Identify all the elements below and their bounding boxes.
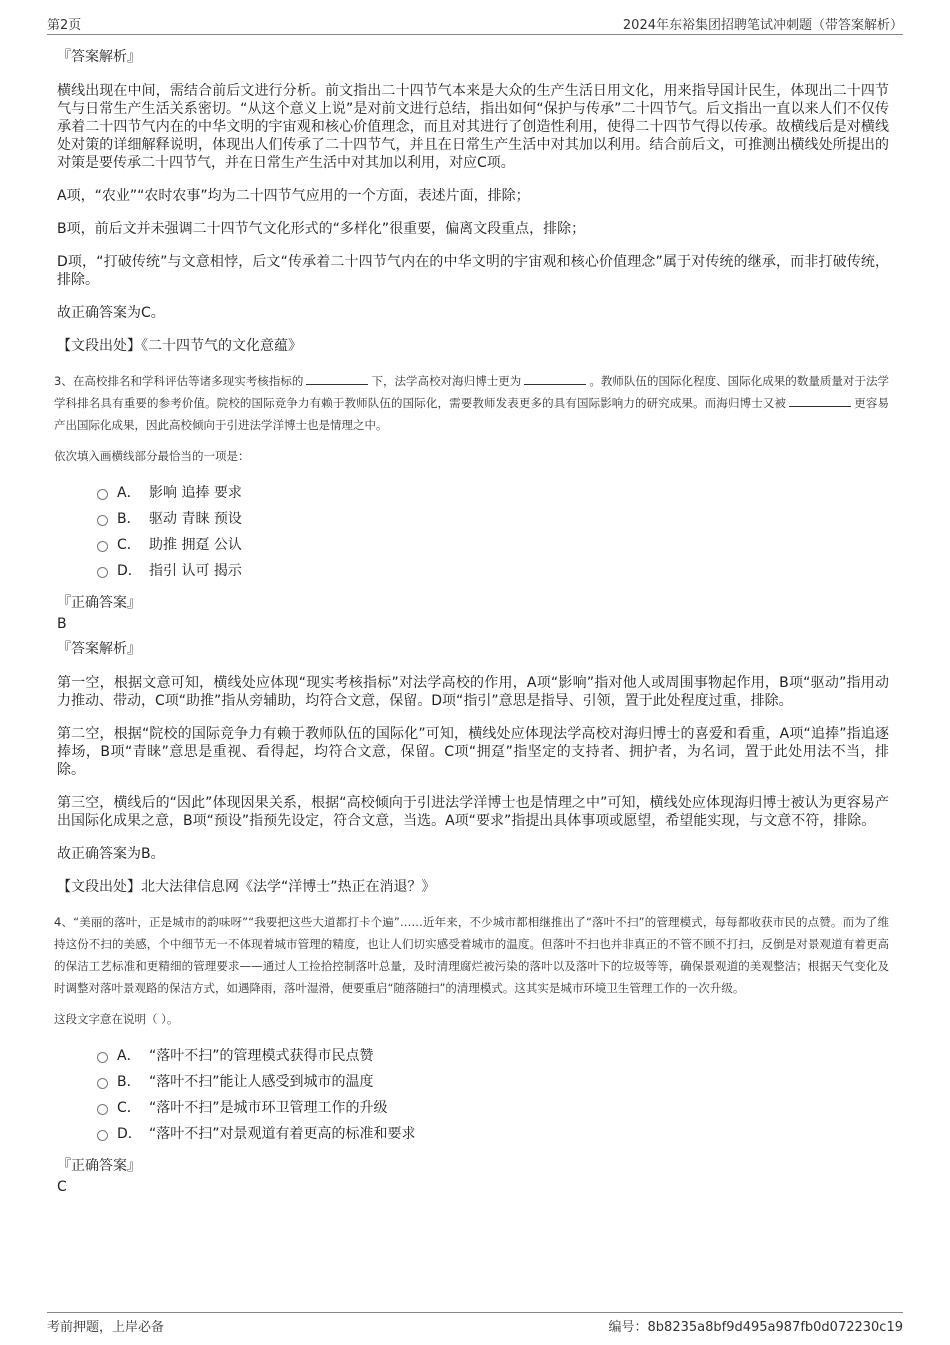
analysis-paragraph: A项，“农业”“农时农事”均为二十四节气应用的一个方面，表述片面，排除； <box>57 188 530 204</box>
analysis-paragraph: D项，“打破传统”与文意相悖，后文“传承着二十四节气内在的中华文明的宇宙观和核心价值理念”属于对传统的继承，而非打破传统，排除。 <box>57 254 889 288</box>
correct-answer-label: 『正确答案』 <box>57 1158 141 1174</box>
source-citation: 【文段出处】北大法律信息网《法学“洋博士”热正在消退？》 <box>57 879 436 895</box>
correct-answer-label: 『正确答案』 <box>57 595 141 611</box>
option-c[interactable]: C． 助推 拥趸 公认 <box>97 532 889 558</box>
analysis-paragraph: 第三空，横线后的“因此”体现因果关系，根据“高校倾向于引进法学洋博士也是情理之中”可知，横线处应体现海归博士被认为更容易产出国际化成果之意，B项“预设”指预先设定，符合文意，当选。A项“要求”指提出具体事项或愿望，希望能实现，与文意不符，排除。 <box>57 795 889 829</box>
correct-answer: B <box>57 616 67 632</box>
radio-icon[interactable] <box>97 1104 108 1115</box>
radio-icon[interactable] <box>97 567 108 578</box>
footer-slogan: 考前押题，上岸必备 <box>47 1320 165 1335</box>
page-footer <box>47 1312 903 1335</box>
document-title: 2024年东裕集团招聘笔试冲刺题（带答案解析） <box>622 18 903 33</box>
answer-conclusion: 故正确答案为C。 <box>57 305 165 321</box>
fill-blank <box>524 372 586 385</box>
analysis-paragraph: 第一空，根据文意可知，横线处应体现“现实考核指标”对法学高校的作用，A项“影响”指对他人或周围事物起作用，B项“驱动”指用动力推动、带动，C项“助推”指从旁辅助，均符合文意，保留。D项“指引”意思是指导、引领，置于此处程度过重，排除。 <box>57 675 889 709</box>
analysis-label: 『答案解析』 <box>57 49 141 65</box>
radio-icon[interactable] <box>97 1052 108 1063</box>
option-a[interactable]: A． 影响 追捧 要求 <box>97 480 889 506</box>
analysis-paragraph: 第二空，根据“院校的国际竞争力有赖于教师队伍的国际化”可知，横线处应体现法学高校对海归博士的喜爱和看重，A项“追捧”指追逐捧场，B项“青睐”意思是重视、看得起，均符合文意，保留。C项“拥趸”指坚定的支持者、拥护者，为名词，置于此处用法不当，排除。 <box>57 726 889 778</box>
option-b[interactable]: B． “落叶不扫”能让人感受到城市的温度 <box>97 1069 889 1095</box>
answer-conclusion: 故正确答案为B。 <box>57 846 165 862</box>
question-prompt: 这段文字意在说明（ ）。 <box>54 1012 179 1026</box>
page-number: 第2页 <box>47 18 82 33</box>
question-prompt: 依次填入画横线部分最恰当的一项是： <box>54 449 250 463</box>
radio-icon[interactable] <box>97 515 108 526</box>
option-b[interactable]: B． 驱动 青睐 预设 <box>97 506 889 532</box>
radio-icon[interactable] <box>97 1078 108 1089</box>
option-d[interactable]: D． “落叶不扫”对景观道有着更高的标准和要求 <box>97 1121 889 1147</box>
correct-answer: C <box>57 1179 67 1195</box>
option-d[interactable]: D． 指引 认可 揭示 <box>97 558 889 584</box>
analysis-label: 『答案解析』 <box>57 641 141 657</box>
question-stem: 4、“美丽的落叶，正是城市的韵味呀”“我要把这些大道都打卡个遍”……近年来，不少城市都相继推出了“落叶不扫”的管理模式，每每都收获市民的点赞。而为了维持这份不扫的美感，个中细节无一不体现着城市管理的精度，也让人们切实感受着城市的温度。但落叶不扫也并非真正的不管不顾不打扫，反倒是对景观道有着更高的保洁工艺标准和更精细的管理要求——通过人工捡拾控制落叶总量，及时清理腐烂被污染的落叶以及落叶下的垃圾等等，确保景观道的美观整洁；根据天气变化及时调整对落叶景观路的保洁方式，如遇降雨，落叶湿滑，便要重启“随落随扫”的清理模式。这其实是城市环境卫生管理工作的一次升级。 <box>54 915 889 995</box>
radio-icon[interactable] <box>97 489 108 500</box>
analysis-paragraph: B项，前后文并未强调二十四节气文化形式的“多样化”很重要，偏离文段重点，排除； <box>57 221 586 237</box>
options-list <box>97 480 889 584</box>
options-list <box>97 1043 889 1147</box>
option-c[interactable]: C． “落叶不扫”是城市环卫管理工作的升级 <box>97 1095 889 1121</box>
analysis-paragraph: 横线出现在中间，需结合前后文进行分析。前文指出二十四节气本来是大众的生产生活日用文化，用来指导国计民生，体现出二十四节气与日常生产生活关系密切。“从这个意义上说”是对前文进行总结，指出如何“保护与传承”二十四节气。后文指出一直以来人们不仅传承着二十四节气内在的中华文明的宇宙观和核心价值理念，而且对其进行了创造性利用，使得二十四节气得以传承。故横线后是对横线处对策的详细解释说明，体现出人们传承了二十四节气，并且在日常生产生活中对其加以利用。结合前后文，可推测出横线处所提出的对策是要传承二十四节气，并在日常生产生活中对其加以利用，对应C项。 <box>57 83 889 171</box>
page-content <box>54 46 890 1201</box>
option-a[interactable]: A． “落叶不扫”的管理模式获得市民点赞 <box>97 1043 889 1069</box>
question-stem: 3、在高校排名和学科评估等诸多现实考核指标的 下，法学高校对海归博士更为 。教师队伍的国际化程度、国际化成果的数量质量对于法学学科排名具有重要的参考价值。院校的国际竞争力有赖于教师队伍的国际化，需要教师发表更多的具有国际影响力的研究成果。而海归博士又被 更容易产出国际化成果，因此高校倾向于引进法学洋博士也是情理之中。 <box>54 374 890 432</box>
page-header <box>47 12 903 35</box>
fill-blank <box>306 372 368 385</box>
radio-icon[interactable] <box>97 541 108 552</box>
source-citation: 【文段出处】《二十四节气的文化意蕴》 <box>57 338 302 354</box>
radio-icon[interactable] <box>97 1130 108 1141</box>
document-code: 编号：8b8235a8bf9d495a987fb0d072230c19 <box>608 1320 903 1335</box>
fill-blank <box>789 394 851 407</box>
